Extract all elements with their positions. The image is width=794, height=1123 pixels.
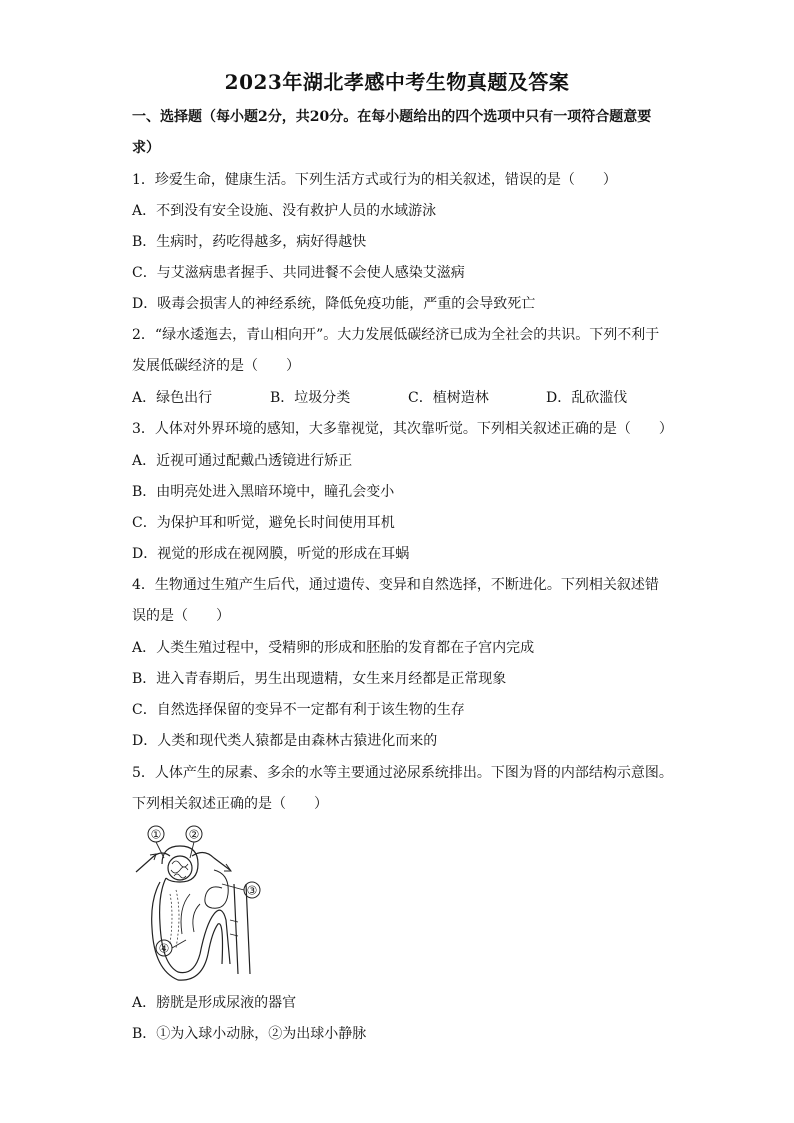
q3-option-c: C．为保护耳和听觉，避免长时间使用耳机 <box>132 515 395 531</box>
q4-option-b: B．进入青春期后，男生出现遗精，女生来月经都是正常现象 <box>132 671 507 687</box>
nephron-diagram <box>130 824 280 984</box>
q2-stem-line1: 2．“绿水逶迤去，青山相向开”。大力发展低碳经济已成为全社会的共识。下列不利于 <box>132 327 660 343</box>
section-heading-line2: 求） <box>132 140 160 156</box>
q2-option-d: D．乱砍滥伐 <box>546 390 628 406</box>
q2-option-c: C．植树造林 <box>408 390 489 406</box>
section-heading-line1: 一、选择题（每小题2分，共20分。在每小题给出的四个选项中只有一项符合题意要 <box>132 109 652 125</box>
q2-stem-line2: 发展低碳经济的是（ ） <box>132 358 300 374</box>
q1-option-b: B．生病时，药吃得越多，病好得越快 <box>132 234 367 250</box>
q3-option-d: D．视觉的形成在视网膜，听觉的形成在耳蜗 <box>132 546 410 562</box>
q3-stem: 3．人体对外界环境的感知，大多靠视觉，其次靠听觉。下列相关叙述正确的是（ ） <box>132 421 673 437</box>
q5-stem-line2: 下列相关叙述正确的是（ ） <box>132 796 328 812</box>
label-2: ② <box>188 827 200 842</box>
q5-option-a: A．膀胱是形成尿液的器官 <box>132 995 297 1011</box>
q4-option-c: C．自然选择保留的变异不一定都有利于该生物的生存 <box>132 702 465 718</box>
q5-stem-line1: 5．人体产生的尿素、多余的水等主要通过泌尿系统排出。下图为肾的内部结构示意图。 <box>132 765 673 781</box>
q1-option-a: A．不到没有安全设施、没有救护人员的水域游泳 <box>132 203 437 219</box>
page-title: 2023年湖北孝感中考生物真题及答案 <box>224 70 570 94</box>
q5-option-b: B．①为入球小动脉，②为出球小静脉 <box>132 1026 367 1042</box>
q4-stem-line2: 误的是（ ） <box>132 608 230 624</box>
q1-option-d: D．吸毒会损害人的神经系统，降低免疫功能，严重的会导致死亡 <box>132 296 536 312</box>
label-3: ③ <box>246 883 258 898</box>
q1-option-c: C．与艾滋病患者握手、共同进餐不会使人感染艾滋病 <box>132 265 465 281</box>
q2-option-a: A．绿色出行 <box>132 390 213 406</box>
q4-stem-line1: 4．生物通过生殖产生后代，通过遗传、变异和自然选择，不断进化。下列相关叙述错 <box>132 577 659 593</box>
q2-option-b: B．垃圾分类 <box>270 390 351 406</box>
label-4: ④ <box>158 941 170 956</box>
q4-option-a: A．人类生殖过程中，受精卵的形成和胚胎的发育都在子宫内完成 <box>132 640 535 656</box>
label-1: ① <box>150 827 162 842</box>
q1-stem: 1．珍爱生命，健康生活。下列生活方式或行为的相关叙述，错误的是（ ） <box>132 172 617 188</box>
q3-option-b: B．由明亮处进入黑暗环境中，瞳孔会变小 <box>132 484 395 500</box>
q4-option-d: D．人类和现代类人猿都是由森林古猿进化而来的 <box>132 733 438 749</box>
q3-option-a: A．近视可通过配戴凸透镜进行矫正 <box>132 453 353 469</box>
